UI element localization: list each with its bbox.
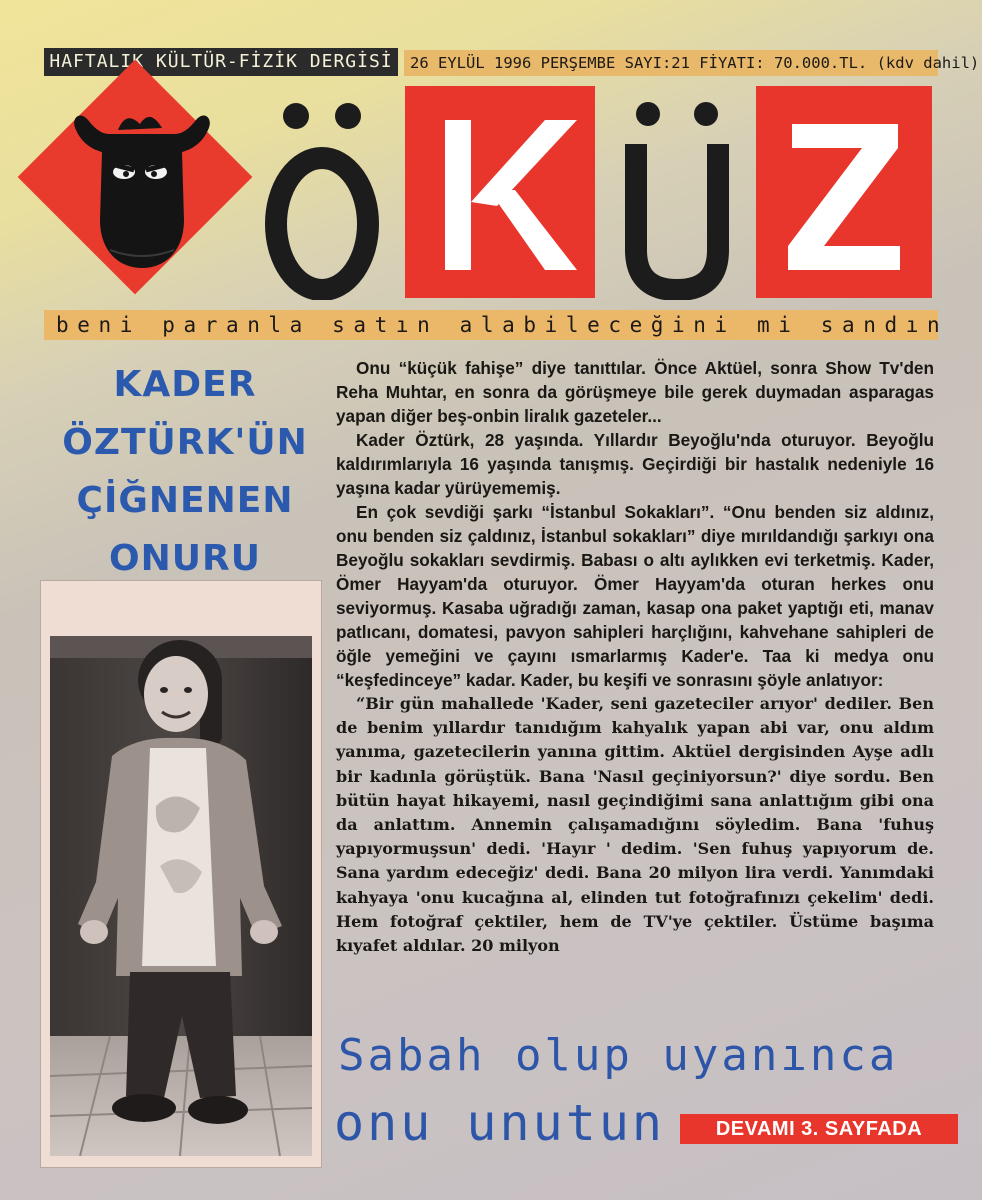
magazine-tagline: HAFTALIK KÜLTÜR-FİZİK DERGİSİ [44,48,398,76]
article-paragraph: En çok sevdiği şarkı “İstanbul Sokakları”. “Onu benden siz aldınız, onu benden siz çaldınız, İstanbul sokakları” diye mırıldandığı şarkıyı ona Beyoğlu sokakları sevdirmiş. Babası o altı aylıkken evi terketmiş. Kader, Ömer Hayyam'da oturuyor. Ömer Hayyam'da oturan herkes onu seviyormuş. Kasaba uğradığı zaman, kasap ona paket yaptığı eti, manav patlıcanı, domatesi, pavyon sahipleri harçlığını, kahvehane sahipleri de öğle yemeğini ve çayını ısmarlarmış Kader'e. Taa ki medya onu “keşfedinceye” kadar. Kader, bu keşifi ve sonrasını şöyle anlatıyor: [336,502,934,690]
article-paragraph: Onu “küçük fahişe” diye tanıttılar. Önce Aktüel, sonra Show Tv'den Reha Muhtar, en sonra da görüşmeye bile gerek duymadan asparagas yapan diğer beş-onbin liralık gazeteler... [336,358,934,426]
motto-text: beni paranla satın alabileceğini mi sandın [56,313,949,337]
motto-banner [44,310,949,340]
logo-letter-u [618,100,736,300]
headline [40,356,330,588]
headline-line: ÖZTÜRK'ÜN [62,422,308,463]
article-body [336,356,934,958]
headline-line: ONURU [109,538,261,579]
subheadline-line: Sabah olup uyanınca [338,1030,899,1081]
headline-line: ÇİĞNENEN [76,480,294,521]
article-quote: “Bir gün mahallede 'Kader, seni gazeteciler arıyor' dediler. Ben de benim yıllardır tanıdığım kahyalık yapan abi var, onu aldım yanıma, gazetecilerin yanına gittim. Aktüel dergisinden Ayşe adlı bir kadınla görüştük. Bana 'Nasıl geçiniyorsun?' diye sordu. Ben bütün hayat hikayemi, nasıl geçindiğimi sana anlattığım gibi ona da anlattım. Annemin çalışamadığını söyledim. Bana 'fuhuş yapıyormuşsun' dedi. 'Hayır ' dedim. 'Sen fuhuş yapıyorum de. Sana yardım edeceğiz' dedi. Bana 20 milyon lira verdi. Yanımdaki kahyaya 'onu kucağına al, elinden tut fotoğrafınızı çekelim' dedi. Hem fotoğraf çektiler, hem de TV'ye çektiler. Üstüme başıma kıyafet aldılar. 20 milyon [336,694,934,956]
logo-letter-z [756,86,932,298]
ox-head-icon [66,100,216,280]
logo-letter-k-box [405,86,595,298]
logo-letter-o [262,100,382,300]
headline-line: KADER [113,364,257,405]
subheadline-line: onu unutun [334,1094,666,1152]
issue-info: 26 EYLÜL 1996 PERŞEMBE SAYI:21 FİYATI: 70.000.TL. (kdv dahil) [404,50,938,76]
portrait-photo [50,636,312,1156]
logo-letter-z-box [756,86,932,298]
logo-letter-k [405,86,595,298]
article-paragraph: Kader Öztürk, 28 yaşında. Yıllardır Beyoğlu'nda oturuyor. Beyoğlu kaldırımlarıyla 16 yaşında tanışmış. Geçirdiği bir hastalık nedeniyle 16 yaşına kadar yürüyememiş. [336,430,934,498]
continued-badge: DEVAMI 3. SAYFADA [680,1114,958,1144]
